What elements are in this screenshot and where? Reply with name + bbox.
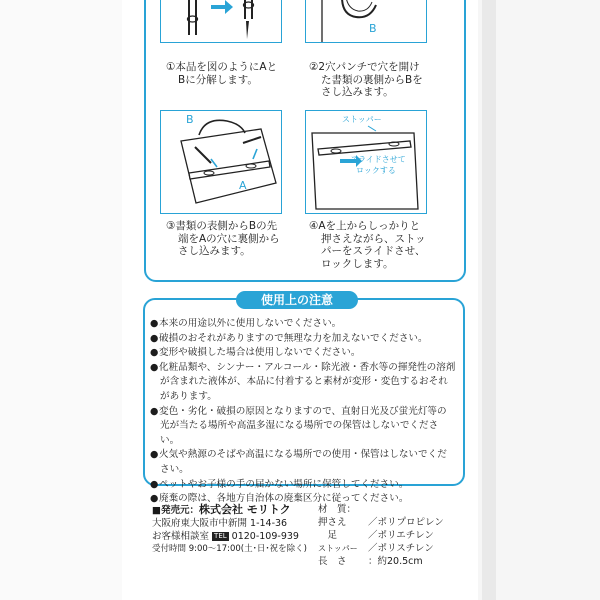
caution-list	[150, 317, 456, 507]
arrow-right-icon	[211, 0, 233, 14]
bullet-icon: ●	[150, 332, 159, 344]
background-left	[0, 0, 122, 600]
tel-icon: TEL	[214, 532, 227, 540]
step2-line2: た書類の裏側からBを	[321, 73, 423, 86]
step2-line3: さし込みます。	[321, 86, 394, 98]
tel-number: 0120-109-939	[231, 531, 299, 542]
step4-illustration	[305, 110, 427, 214]
bullet-icon: ●	[150, 318, 159, 329]
step2-text	[309, 61, 423, 99]
seller-company: 株式会社 モリトク	[198, 503, 291, 516]
step3-line2: 端をAの穴に裏側から	[178, 232, 280, 245]
caution-item: ●変形や破損した場合は使用しないでください。	[150, 346, 456, 361]
slide-instruction-1: スライドさせて	[350, 155, 406, 164]
step1-text	[166, 61, 277, 86]
part-a-label: A	[239, 179, 247, 192]
stopper-label: ストッパー	[342, 115, 382, 124]
step3-line3: さし込みます。	[178, 245, 251, 257]
step3-text	[166, 220, 280, 258]
material-row: 足 ／ポリエチレン	[318, 530, 434, 541]
step3-illustration	[160, 110, 282, 214]
step1-line1: ①本品を図のようにAと	[166, 61, 278, 73]
split-parts-drawing	[161, 0, 281, 42]
step4-text	[309, 220, 426, 270]
step3-line1: ③書類の表側からBの先	[166, 220, 278, 232]
caution-item: ●廃棄の際は、各地方自治体の廃棄区分に従ってください。	[150, 492, 456, 507]
materials-heading: 材 質：	[318, 504, 357, 515]
step2-illustration	[305, 0, 427, 43]
reception-hours: 受付時間 9:00～17:00(土･日･祝を除く)	[152, 544, 307, 554]
step2-line1: ②2穴パンチで穴を開け	[309, 61, 420, 73]
bullet-icon: ●	[150, 347, 159, 359]
material-row: 押さえ ／ポリプロピレン	[318, 517, 444, 528]
part-b-label: B	[186, 113, 194, 126]
slide-instruction-2: ロックする	[356, 166, 396, 175]
step4-line4: ロックします。	[321, 257, 394, 270]
bullet-icon: ●	[150, 478, 159, 490]
materials-info	[318, 503, 444, 568]
bullet-icon: ●	[150, 405, 159, 417]
seller-label: ■発売元：	[152, 505, 199, 516]
background-right	[478, 0, 600, 600]
step1-illustration	[160, 0, 282, 43]
caution-item: ●化粧品類や、シンナー・アルコール・除光液・香水等の揮発性の溶剤が含まれた液体が、本品に付着すると素材が変形・変色するおそれがあります。	[150, 361, 456, 402]
caution-item: ●破損のおそれがありますので無理な力を加えないでください。	[150, 332, 456, 347]
bullet-icon: ●	[150, 449, 159, 461]
seller-info	[152, 503, 307, 556]
step4-line3: パーをスライドさせ、	[321, 245, 426, 257]
insert-b-drawing	[161, 111, 281, 213]
step4-line1: ④Aを上からしっかりと	[309, 220, 421, 232]
caution-item: ●変色・劣化・破損の原因となりますので、直射日光及び蛍光灯等の光が当たる場所や高温多湿になる場所での保管はしないでください。	[150, 405, 447, 446]
caution-item: ●本来の用途以外に使用しないでください。	[150, 317, 456, 332]
material-row: ストッパー ／ポリスチレン	[318, 543, 434, 554]
step1-line2: Bに分解します。	[178, 73, 258, 86]
caution-item: ●火気や熱源のそばや高温になる場所での使用・保管はしないでください。	[150, 449, 447, 475]
bullet-icon: ●	[150, 493, 159, 505]
step4-line2: 押さえながら、ストッ	[321, 232, 426, 245]
punched-document-drawing	[306, 0, 426, 42]
package-edge-strip	[482, 0, 496, 600]
seller-address: 大阪府東大阪市中新開 1-14-36	[152, 518, 288, 529]
consult-label: お客様相談室	[152, 531, 210, 542]
bullet-icon: ●	[150, 361, 159, 373]
caution-title: 使用上の注意	[236, 291, 358, 309]
part-b-label: B	[369, 22, 377, 35]
caution-item: ●ペットやお子様の手の届かない場所に保管してください。	[150, 478, 456, 493]
material-row: 長 さ ：約20.5cm	[318, 556, 423, 567]
